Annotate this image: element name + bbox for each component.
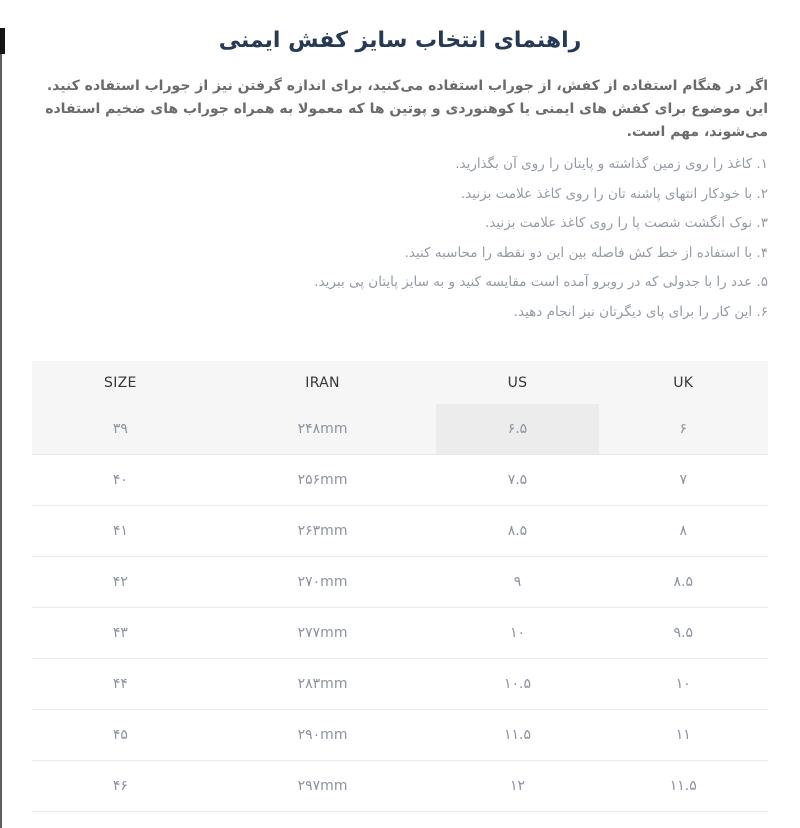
size-conversion-table — [32, 361, 768, 812]
table-cell: ۱۲ — [436, 761, 598, 812]
table-row — [32, 761, 768, 812]
table-cell: ۴۲ — [32, 557, 209, 608]
table-cell: ۳۹ — [32, 404, 209, 455]
step-item: ۶. این کار را برای پای دیگرتان نیز انجام دهید. — [513, 303, 768, 320]
table-row — [32, 710, 768, 761]
table-row — [32, 557, 768, 608]
step-item: ۳. نوک انگشت شصت پا را روی کاغذ علامت بزنید. — [485, 215, 768, 231]
steps-list — [32, 150, 768, 327]
table-cell: ۲۷۰mm — [209, 557, 437, 608]
table-cell: ۱۱ — [599, 710, 768, 761]
step-item: ۴. با استفاده از خط کش فاصله بین این دو نقطه را محاسبه کنید. — [404, 244, 768, 261]
step-item: ۵. عدد را با جدولی که در روبرو آمده است مقایسه کنید و به سایز پایتان پی ببرید. — [314, 274, 768, 290]
table-cell: ۲۸۳mm — [209, 659, 437, 710]
table-cell: ۴۵ — [32, 710, 209, 761]
table-cell: ۸.۵ — [436, 506, 598, 557]
table-cell: ۴۳ — [32, 608, 209, 659]
table-cell: ۲۹۰mm — [209, 710, 437, 761]
table-cell: ۱۱.۵ — [436, 710, 598, 761]
table-cell: ۲۶۳mm — [209, 506, 437, 557]
table-cell: ۶.۵ — [436, 404, 598, 455]
table-cell: ۱۰.۵ — [436, 659, 598, 710]
table-cell: ۶ — [599, 404, 768, 455]
table-cell: ۲۹۷mm — [209, 761, 437, 812]
table-cell: ۸.۵ — [599, 557, 768, 608]
size-table-header-row — [32, 361, 768, 404]
table-header-cell: IRAN — [209, 361, 437, 404]
left-scrollbar-thumb[interactable] — [0, 28, 5, 54]
table-cell: ۲۷۷mm — [209, 608, 437, 659]
table-cell: ۴۱ — [32, 506, 209, 557]
step-item: ۱. کاغذ را روی زمین گذاشته و پایتان را روی آن بگذارید. — [455, 156, 768, 172]
table-cell: ۴۶ — [32, 761, 209, 812]
table-cell: ۴۴ — [32, 659, 209, 710]
table-header-cell: UK — [599, 361, 768, 404]
table-cell: ۱۰ — [599, 659, 768, 710]
table-cell: ۴۰ — [32, 455, 209, 506]
table-cell: ۱۰ — [436, 608, 598, 659]
table-cell: ۹ — [436, 557, 598, 608]
table-cell: ۷.۵ — [436, 455, 598, 506]
table-cell: ۲۵۶mm — [209, 455, 437, 506]
table-header-cell: US — [436, 361, 598, 404]
table-row — [32, 659, 768, 710]
table-row — [32, 608, 768, 659]
table-row — [32, 404, 768, 455]
table-header-cell: SIZE — [32, 361, 209, 404]
page-title: راهنمای انتخاب سایز کفش ایمنی — [218, 28, 582, 53]
table-cell: ۹.۵ — [599, 608, 768, 659]
table-cell: ۱۱.۵ — [599, 761, 768, 812]
table-cell: ۷ — [599, 455, 768, 506]
table-row — [32, 455, 768, 506]
left-scrollbar-track[interactable] — [0, 28, 2, 828]
intro-paragraph: اگر در هنگام استفاده از کفش، از جوراب استفاده می‌کنید، برای اندازه گرفتن نیز از جوراب استفاده کنید. این موضوع برای کفش های ایمنی یا کوهنوردی و پوتین ها که معمولا به همراه جوراب های ضخیم استفاده می‌شوند، مهم است. — [45, 78, 768, 140]
table-row — [32, 506, 768, 557]
step-item: ۲. با خودکار انتهای پاشنه تان را روی کاغذ علامت بزنید. — [460, 185, 768, 202]
table-cell: ۸ — [599, 506, 768, 557]
table-cell: ۲۴۸mm — [209, 404, 437, 455]
size-guide-page — [0, 28, 800, 812]
size-table-body — [32, 404, 768, 812]
